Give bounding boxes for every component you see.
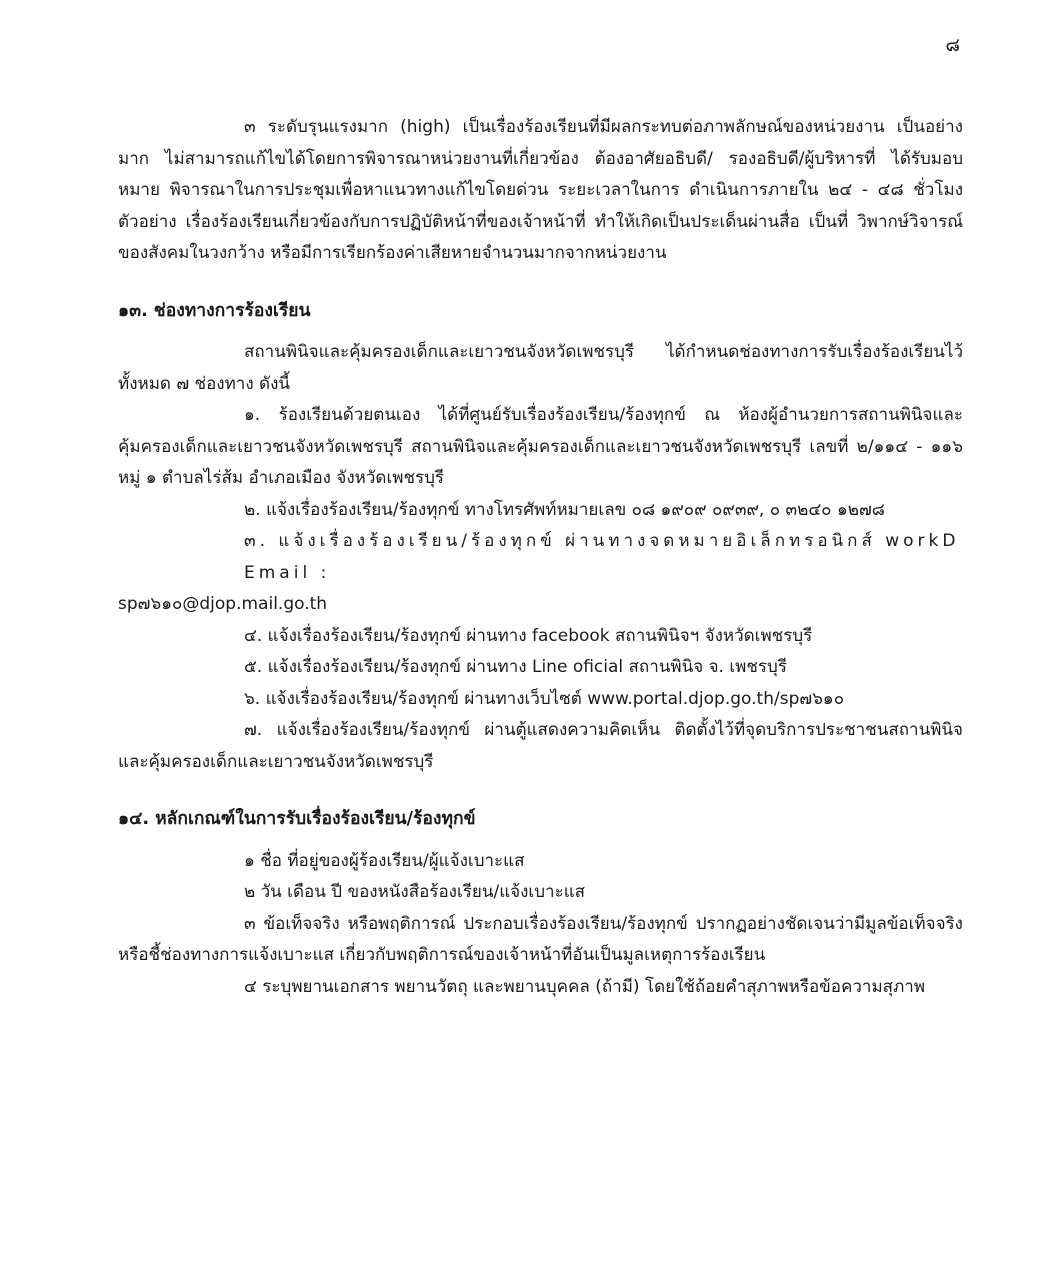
channel-item-3-email: sp๗๖๑๐@djop.mail.go.th: [118, 594, 328, 614]
channel-item-4: ๔. แจ้งเรื่องร้องเรียน/ร้องทุกข์ ผ่านทาง facebook สถานพินิจฯ จังหวัดเพชรบุรี: [244, 625, 813, 646]
channel-item-3-line-1: ๓. แจ้งเรื่องร้องเรียน/ร้องทุกข์ ผ่านทางจดหมายอิเล็กทรอนิกส์ workD Email :: [244, 531, 960, 583]
page-number: ๘: [945, 34, 960, 56]
section-13-intro: สถานพินิจและคุ้มครองเด็กและเยาวชนจังหวัดเพชรบุรี ได้กำหนดช่องทางการรับเรื่องร้องเรียนไว้ ทั้งหมด ๗ ช่องทาง ดังนี้: [118, 342, 963, 394]
severity-paragraph: ๓ ระดับรุนแรงมาก (high) เป็นเรื่องร้องเรียนที่มีผลกระทบต่อภาพลักษณ์ของหน่วยงาน เป็นอย่างมาก ไม่สามารถแก้ไขได้โดยการพิจารณาหน่วยงานที่เกี่ยวข้อง ต้องอาศัยอธิบดี/ รองอธิบดี/ผู้บริหารที่ ได้รับมอบหมาย พิจารณาในการประชุมเพื่อหาแนวทางแก้ไขโดยด่วน ระยะเวลาในการ ดำเนินการภายใน ๒๔ - ๔๘ ชั่วโมง ตัวอย่าง เรื่องร้องเรียนเกี่ยวข้องกับการปฏิบัติหน้าที่ของเจ้าหน้าที่ ทำให้เกิดเป็นประเด็นผ่านสื่อ เป็นที่ วิพากษ์วิจารณ์ของสังคมในวงกว้าง หรือมีการเรียกร้องค่าเสียหายจำนวนมากจากหน่วยงาน: [118, 117, 963, 263]
criteria-item-3: ๓ ข้อเท็จจริง หรือพฤติการณ์ ประกอบเรื่องร้องเรียน/ร้องทุกข์ ปรากฏอย่างชัดเจนว่ามีมูลข้อเท็จจริง หรือชี้ช่องทางการแจ้งเบาะแส เกี่ยวกับพฤติการณ์ของเจ้าหน้าที่อันเป็นมูลเหตุการร้องเรียน: [118, 913, 963, 965]
channel-item-1: ๑. ร้องเรียนด้วยตนเอง ได้ที่ศูนย์รับเรื่องร้องเรียน/ร้องทุกข์ ณ ห้องผู้อำนวยการสถานพินิจและคุ้มครองเด็กและเยาวชนจังหวัดเพชรบุรี สถานพินิจและคุ้มครองเด็กและเยาวชนจังหวัดเพชรบุรี เลขที่ ๒/๑๑๔ - ๑๑๖ หมู่ ๑ ตำบลไร่ส้ม อำเภอเมือง จังหวัดเพชรบุรี: [118, 405, 963, 488]
channel-item-5: ๕. แจ้งเรื่องร้องเรียน/ร้องทุกข์ ผ่านทาง Line oficial สถานพินิจ จ. เพชรบุรี: [244, 657, 787, 677]
section-14-heading: ๑๔. หลักเกณฑ์ในการรับเรื่องร้องเรียน/ร้องทุกข์: [118, 809, 476, 829]
criteria-item-1: ๑ ชื่อ ที่อยู่ของผู้ร้องเรียน/ผู้แจ้งเบาะแส: [244, 850, 525, 871]
criteria-item-4: ๔ ระบุพยานเอกสาร พยานวัตถุ และพยานบุคคล (ถ้ามี) โดยใช้ถ้อยคำสุภาพหรือข้อความสุภาพ: [244, 976, 926, 997]
channel-item-7: ๗. แจ้งเรื่องร้องเรียน/ร้องทุกข์ ผ่านตู้แสดงความคิดเห็น ติดตั้งไว้ที่จุดบริการประชาชนสถานพินิจและคุ้มครองเด็กและเยาวชนจังหวัดเพชรบุรี: [118, 720, 963, 772]
section-13-heading: ๑๓. ช่องทางการร้องเรียน: [118, 300, 311, 321]
channel-item-6: ๖. แจ้งเรื่องร้องเรียน/ร้องทุกข์ ผ่านทางเว็บไซต์ www.portal.djop.go.th/sp๗๖๑๐: [244, 688, 845, 709]
channel-item-2: ๒. แจ้งเรื่องร้องเรียน/ร้องทุกข์ ทางโทรศัพท์หมายเลข ๐๘ ๑๙๐๙ ๐๙๓๙, ๐ ๓๒๔๐ ๑๒๗๘: [244, 499, 885, 520]
criteria-item-2: ๒ วัน เดือน ปี ของหนังสือร้องเรียน/แจ้งเบาะแส: [244, 882, 586, 902]
document-body: [118, 112, 963, 1003]
